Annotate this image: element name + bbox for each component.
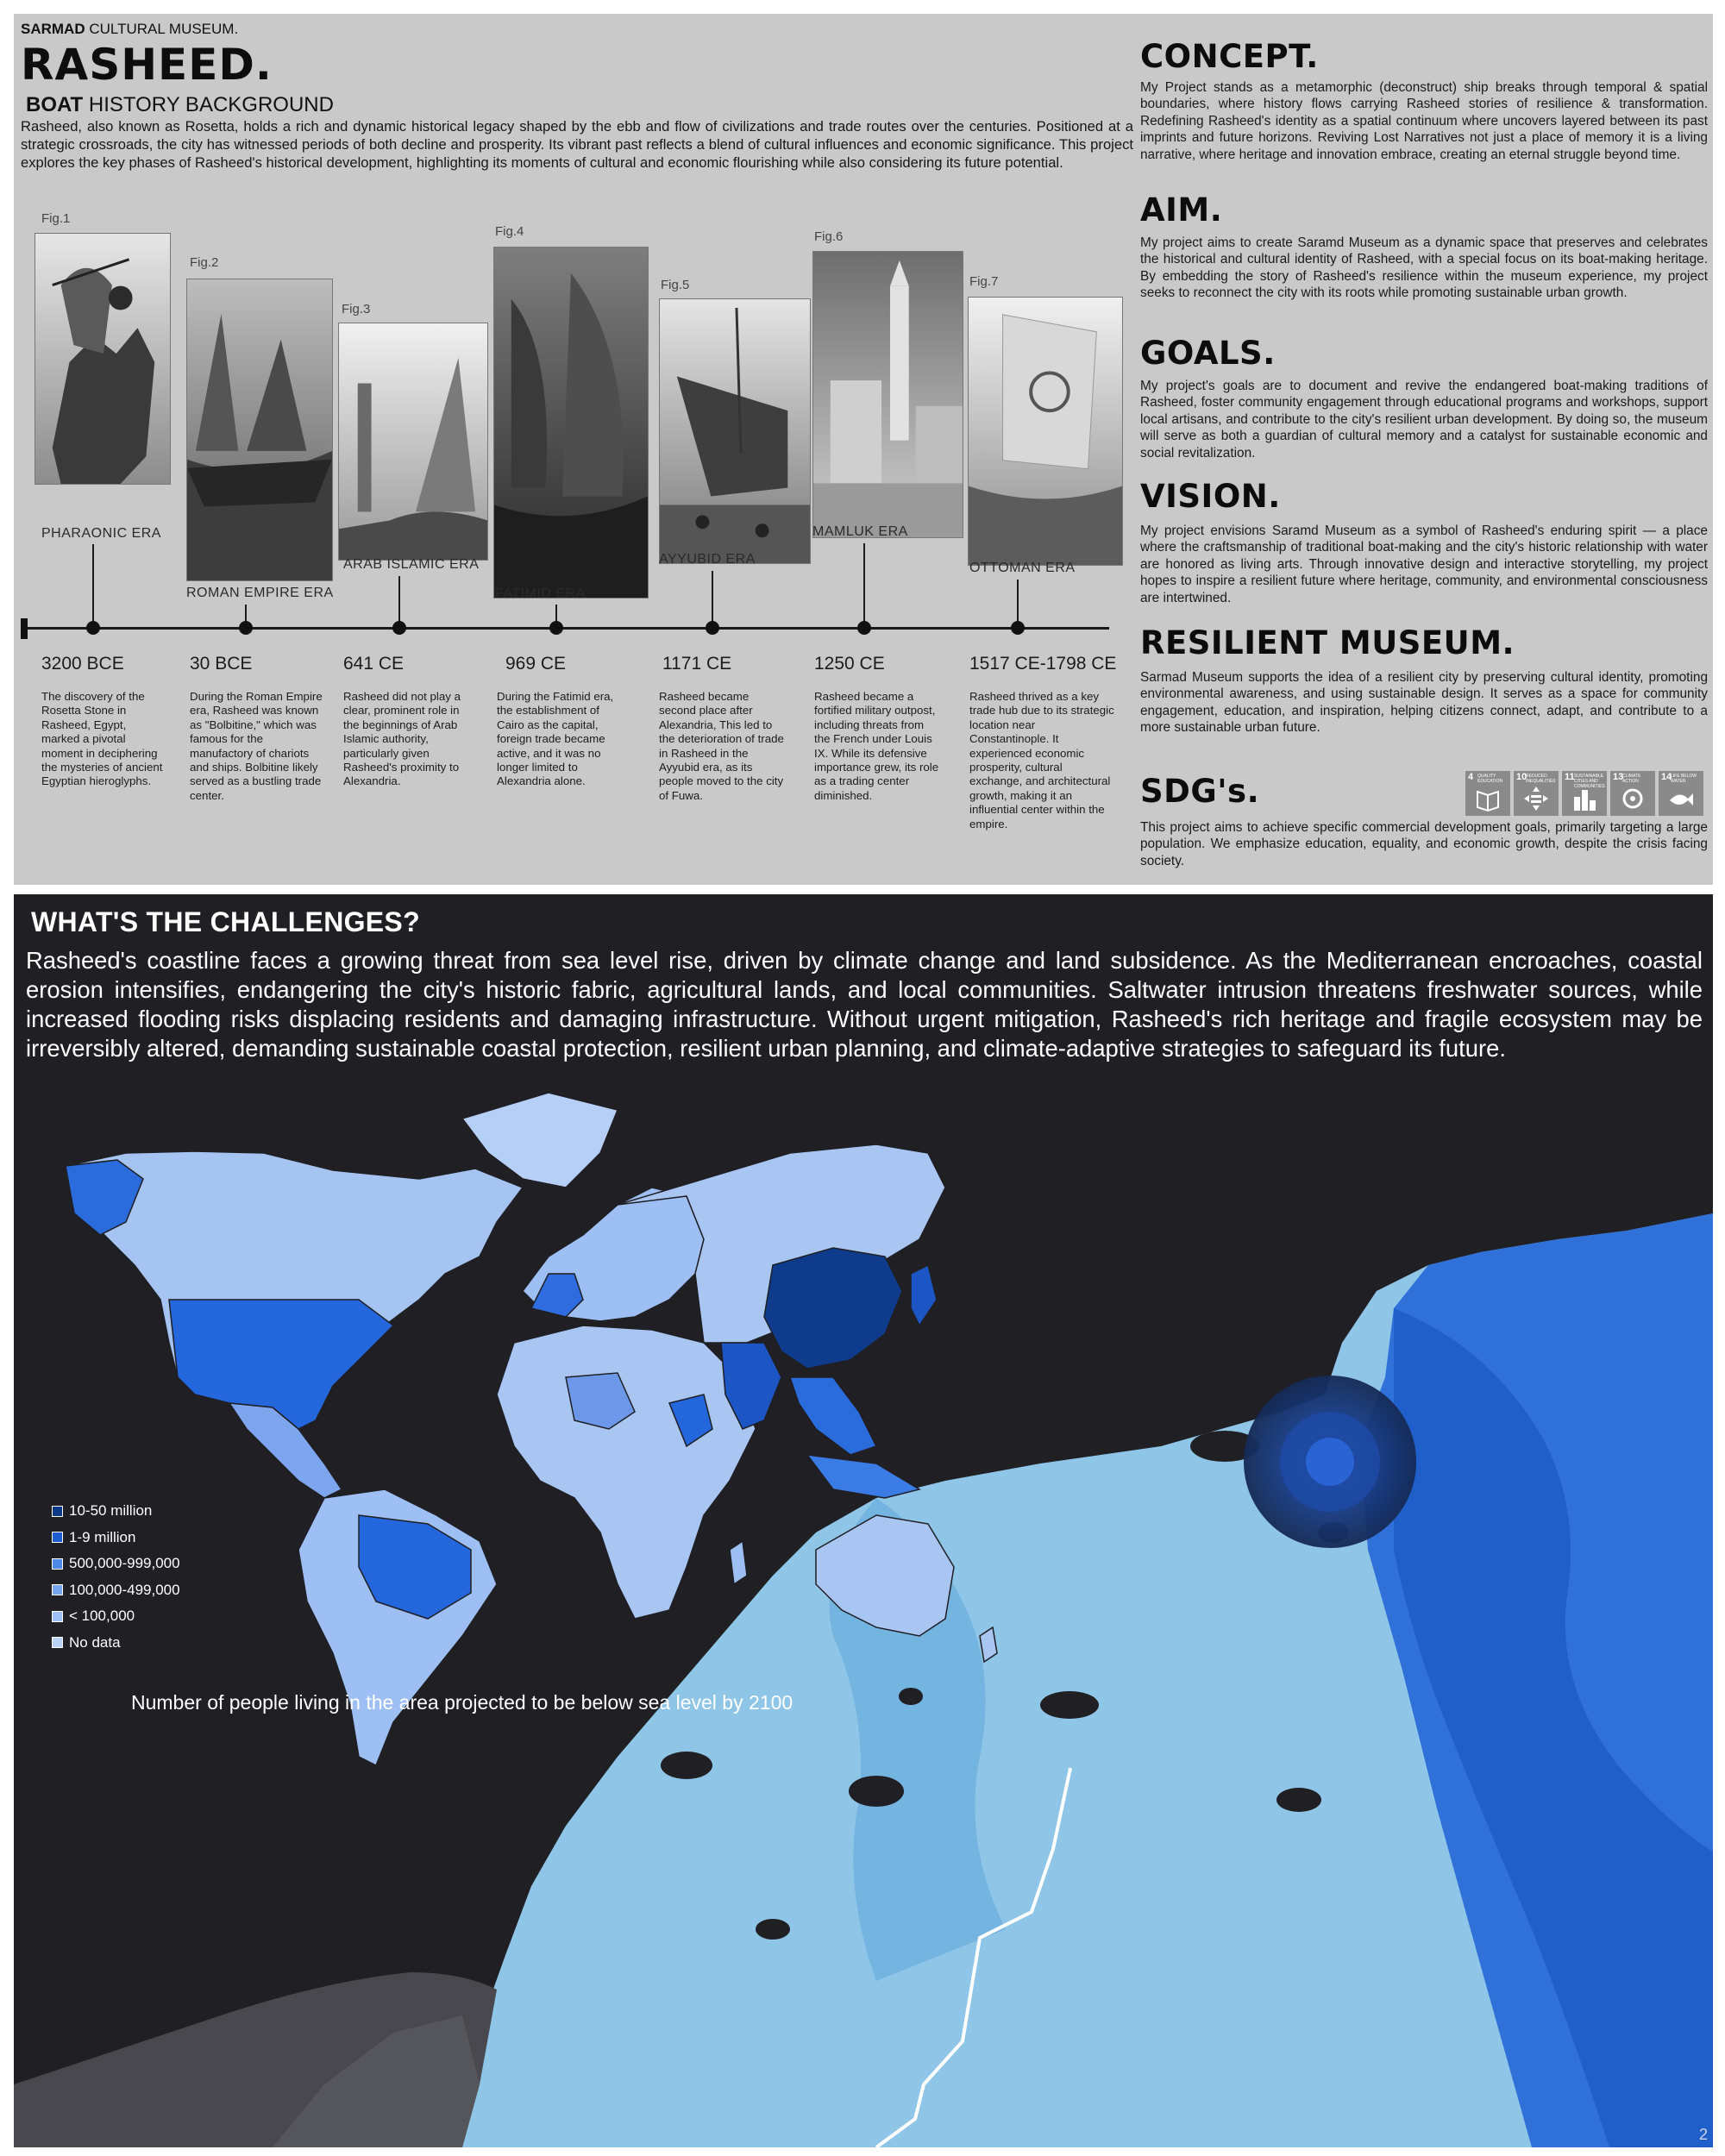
timeline-dot	[549, 621, 563, 635]
timeline-dot	[706, 621, 719, 635]
timeline-desc-1: The discovery of the Rosetta Stone in Rasheed, Egypt, marked a pivotal moment in deciphering the mysteries of ancient Egyptian hieroglyphs.	[41, 690, 163, 788]
vision-heading: VISION.	[1140, 478, 1281, 515]
timeline-year-7: 1517 CE-1798 CE	[969, 654, 1117, 674]
timeline-year-3: 641 CE	[343, 654, 405, 674]
timeline-desc-4: During the Fatimid era, the establishment of Cairo as the capital, foreign trade became active, and it was no longer limited to Alexandria alone.	[497, 690, 614, 788]
timeline-stem	[863, 543, 865, 629]
timeline-start-cap	[21, 618, 28, 639]
museum-name: SARMAD CULTURAL MUSEUM.	[21, 21, 239, 37]
sdg-10-icon: 10 REDUCED INEQUALITIES	[1514, 771, 1559, 816]
legend-item: 10-50 million	[52, 1498, 180, 1525]
legend-item: 1-9 million	[52, 1525, 180, 1551]
page-title: RASHEED.	[21, 40, 273, 90]
legend-item: No data	[52, 1630, 180, 1657]
challenges-paragraph: Rasheed's coastline faces a growing threat from sea level rise, driven by climate change and land subsidence. As the Mediterranean encroaches, coastal erosion intensifies, endangering the city's historic fabric, agricultural lands, and local communities. Saltwater intrusion threatens freshwater sources, while increased flooding risks displacing residents and damaging infrastructure. Without urgent mitigation, Rasheed's rich heritage and fragile ecosystem may be irreversibly altered, demanding sustainable coastal protection, resilient urban planning, and climate-adaptive strategies to safeguard its future.	[26, 947, 1703, 1062]
era-label-5: AYYUBID ERA	[659, 552, 756, 567]
sdg-heading: SDG's.	[1140, 773, 1260, 810]
fig-6-image	[812, 251, 963, 538]
timeline-desc-5: Rasheed became second place after Alexandria, This led to the deterioration of trade in Rasheed in the Ayyubid era, as its people moved to the city of Fuwa.	[659, 690, 784, 802]
era-label-3: ARAB ISLAMIC ERA	[343, 557, 480, 572]
map-legend	[52, 1498, 180, 1656]
timeline-desc-3: Rasheed did not play a clear, prominent role in the beginnings of Arab Islamic authority, particularly given Rasheed's proximity to Alexandria.	[343, 690, 461, 788]
fig-3-image	[338, 323, 488, 561]
sdg-4-icon: 4 QUALITY EDUCATION	[1465, 771, 1510, 816]
era-label-1: PHARAONIC ERA	[41, 526, 161, 541]
timeline-dot	[392, 621, 406, 635]
fig-4-image	[493, 247, 649, 599]
intro-paragraph: Rasheed, also known as Rosetta, holds a rich and dynamic historical legacy shaped by the ebb and flow of civilizations and trade routes over the centuries. Positioned at a strategic crossroads, the city has witnessed periods of both decline and prosperity. Its vibrant past reflects a blend of cultural influences and economic significance. This project explores the key phases of Rasheed's historical development, highlighting its moments of cultural and economic flourishing while also considering its future potential.	[21, 118, 1133, 171]
era-label-6: MAMLUK ERA	[812, 524, 908, 539]
timeline-year-6: 1250 CE	[814, 654, 885, 674]
challenges-panel	[14, 894, 1713, 2147]
timeline-dot	[857, 621, 871, 635]
map-caption: Number of people living in the area projected to be below sea level by 2100	[131, 1691, 794, 1714]
timeline-year-4: 969 CE	[505, 654, 567, 674]
sdg-11-icon: 11 SUSTAINABLE CITIES AND COMMUNITIES	[1562, 771, 1607, 816]
fig-label-5: Fig.5	[661, 278, 690, 292]
aim-text: My project aims to create Saramd Museum as a dynamic space that preserves and celebrates the historical and cultural identity of Rasheed, with a special focus on its boat-making heritage. By embedding the story of Rasheed's resilience within the museum experience, my project seeks to reconnect the city with its roots while promoting sustainable urban growth.	[1140, 235, 1708, 301]
fig-label-7: Fig.7	[969, 274, 999, 289]
legend-item: 100,000-499,000	[52, 1577, 180, 1604]
era-label-2: ROMAN EMPIRE ERA	[186, 586, 334, 600]
fig-1-image	[34, 233, 171, 485]
resilient-museum-text: Sarmad Museum supports the idea of a resilient city by preserving cultural identity, promoting environmental awareness, and using sustainable design. It serves as a space for community engagement, education, and inspiration, helping citizens connect, adapt, and contribute to a more sustainable urban future.	[1140, 670, 1708, 736]
fig-5-image	[659, 298, 811, 564]
sea-level-map	[14, 894, 1713, 2147]
fig-label-2: Fig.2	[190, 255, 219, 270]
resilient-museum-heading: RESILIENT MUSEUM.	[1140, 624, 1515, 661]
concept-text: My Project stands as a metamorphic (deconstruct) ship breaks through temporal & spatial boundaries, where history flows carrying Rasheed stories of resilience & transformation. Redefining Rasheed's identity as a spatial continuum where uncovers layered between its past imprints and future horizons. Reviving Lost Narratives not just a place of memory it is a living narrative, where heritage and innovation embrace, creating an eternal struggle beyond time.	[1140, 80, 1708, 162]
timeline-desc-7: Rasheed thrived as a key trade hub due to its strategic location near Constantinople. It experienced economic prosperity, cultural exchange, and architectural growth, making it an influential center within the empire.	[969, 690, 1114, 830]
timeline-desc-2: During the Roman Empire era, Rasheed was known as "Bolbitine," which was famous for the manufactory of chariots and ships. Bolbitine likely served as a bustling trade center.	[190, 690, 323, 802]
fig-7-image	[968, 297, 1123, 566]
sdg-14-icon: 14 LIFE BELOW WATER	[1659, 771, 1703, 816]
fig-label-4: Fig.4	[495, 224, 524, 239]
sdg-13-icon: 13 CLIMATE ACTION	[1610, 771, 1655, 816]
history-panel	[14, 14, 1713, 885]
legend-item: < 100,000	[52, 1603, 180, 1630]
fig-2-image	[186, 279, 333, 581]
timeline-dot	[239, 621, 253, 635]
sdg-text: This project aims to achieve specific commercial development goals, primarily targeting a large population. We emphasize education, equality, and economic growth, despite the crisis facing society.	[1140, 820, 1708, 868]
timeline-year-1: 3200 BCE	[41, 654, 124, 674]
challenges-heading: WHAT'S THE CHALLENGES?	[31, 906, 420, 937]
aim-heading: AIM.	[1140, 191, 1223, 229]
concept-heading: CONCEPT.	[1140, 38, 1319, 75]
vision-text: My project envisions Saramd Museum as a symbol of Rasheed's enduring spirit — a place where the craftsmanship of traditional boat-making and the city's historic relationship with water are honored as living arts. Through innovative design and interactive storytelling, my project hopes to inspire a resilient future where heritage, community, and environmental consciousness are intertwined.	[1140, 523, 1708, 605]
goals-heading: GOALS.	[1140, 335, 1276, 372]
sdg-icons	[1465, 771, 1703, 816]
page-number: 2	[1698, 2126, 1708, 2143]
fig-label-1: Fig.1	[41, 211, 71, 226]
legend-item: 500,000-999,000	[52, 1551, 180, 1577]
timeline-dot	[1011, 621, 1025, 635]
timeline-year-5: 1171 CE	[662, 654, 732, 674]
timeline-year-2: 30 BCE	[190, 654, 253, 674]
timeline-stem	[92, 544, 94, 629]
fig-label-6: Fig.6	[814, 229, 844, 244]
era-label-7: OTTOMAN ERA	[969, 561, 1076, 575]
era-label-4: FATIMID ERA	[495, 586, 586, 601]
timeline-desc-6: Rasheed became a fortified military outpost, including threats from the French under Louis IX. While its defensive importance grew, its role as a trading center diminished.	[814, 690, 939, 802]
timeline-axis	[21, 627, 1109, 630]
goals-text: My project's goals are to document and revive the endangered boat-making traditions of Rasheed, foster community engagement through educational programs and workshops, support local artisans, and contribute to the city's resilient urban development. By doing so, the museum will serve as both a guardian of cultural memory and a catalyst for sustainable economic and social revitalization.	[1140, 379, 1708, 461]
section-subtitle: BOAT HISTORY BACKGROUND	[26, 93, 334, 116]
timeline-stem	[712, 571, 713, 629]
fig-label-3: Fig.3	[342, 302, 371, 317]
timeline-dot	[86, 621, 100, 635]
